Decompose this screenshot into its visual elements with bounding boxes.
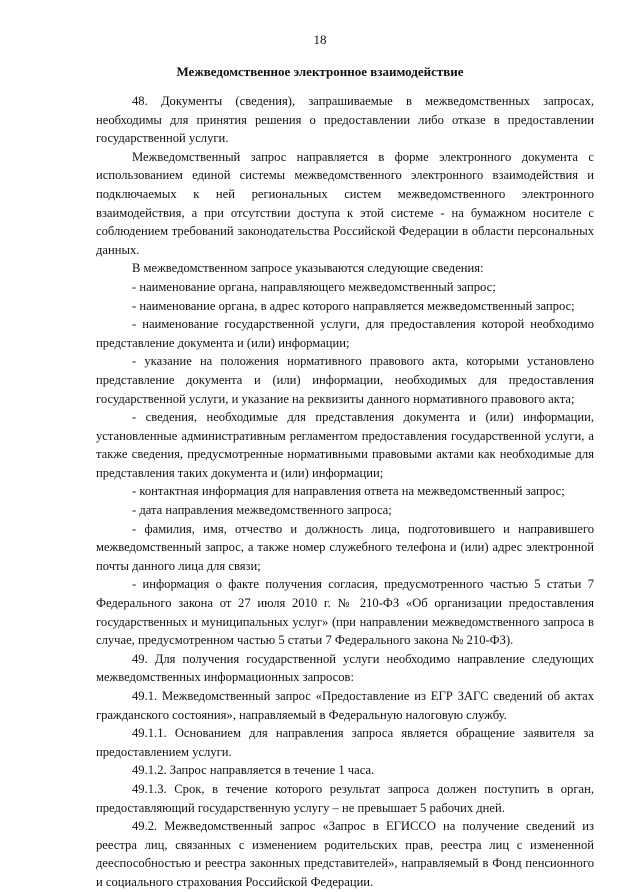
paragraph: 49.1.2. Запрос направляется в течение 1 часа. [132,763,375,778]
paragraph: Межведомственный запрос направляется в форме электронного документа с использованием единой системы межведомственного электронного взаимодействия и подключаемых к ней региональных систем межведомственного электронного взаимодействия, а при отсутствии доступа к этой системе - на бумажном носителе с соблюдением требований законодательства Российской Федерации в области персональных данных. [96,149,594,257]
list-item: - дата направления межведомственного запроса; [132,503,392,518]
list-item: - контактная информация для направления ответа на межведомственный запрос; [132,484,565,499]
document-body [96,92,594,892]
paragraph: 49.1.1. Основанием для направления запроса является обращение заявителя за предоставлением услуги. [96,726,594,759]
list-item: - сведения, необходимые для представления документа и (или) информации, установленные административным регламентом предоставления государственной услуги, а также сведения, предусмотренные нормативными правовыми актами как необходимые для представления таких документа и (или) информации; [96,410,594,480]
paragraph: 49.1. Межведомственный запрос «Предоставление из ЕГР ЗАГС сведений об актах гражданского состояния», направляемый в Федеральную налоговую службу. [96,689,594,722]
list-item: - указание на положения нормативного правового акта, которыми установлено представление документа и (или) информации, необходимых для предоставления государственной услуги, и указание на реквизиты данного нормативного правового акта; [96,354,594,406]
list-item: - наименование государственной услуги, для предоставления которой необходимо представление документа и (или) информации; [96,317,594,350]
paragraph: 49.2. Межведомственный запрос «Запрос в ЕГИССО на получение сведений из реестра лиц, связанных с изменением родительских прав, реестра лиц с измененной дееспособностью и реестра законных представителей», направляемый в Фонд пенсионного и социального страхования Российской Федерации. [96,819,594,889]
paragraph: 49.1.3. Срок, в течение которого результат запроса должен поступить в орган, предоставляющий государственную услугу – не превышает 5 рабочих дней. [96,781,594,815]
list-item: - информация о факте получения согласия, предусмотренного частью 5 статьи 7 Федерального закона от 27 июля 2010 г. № 210-ФЗ «Об организации предоставления государственных и муниципальных услуг» (при направлении межведомственного запроса в случае, предусмотренном частью 5 статьи 7 Федерального закона № 210-ФЗ). [96,577,594,648]
list-item: - фамилия, имя, отчество и должность лица, подготовившего и направившего межведомственный запрос, а также номер служебного телефона и (или) адрес электронной почты данного лица для связи; [96,521,594,573]
page-number: 18 [313,32,327,47]
list-item: - наименование органа, направляющего межведомственный запрос; [132,279,496,294]
paragraph: 48. Документы (сведения), запрашиваемые в межведомственных запросах, необходимы для принятия решения о предоставлении либо отказе в предоставлении государственной услуги. [96,94,594,146]
paragraph: В межведомственном запросе указываются следующие сведения: [132,261,484,276]
section-heading: Межведомственное электронное взаимодействие [176,64,464,79]
list-item: - наименование органа, в адрес которого направляется межведомственный запрос; [132,298,575,313]
paragraph: 49. Для получения государственной услуги необходимо направление следующих межведомственных информационных запросов: [96,651,594,685]
